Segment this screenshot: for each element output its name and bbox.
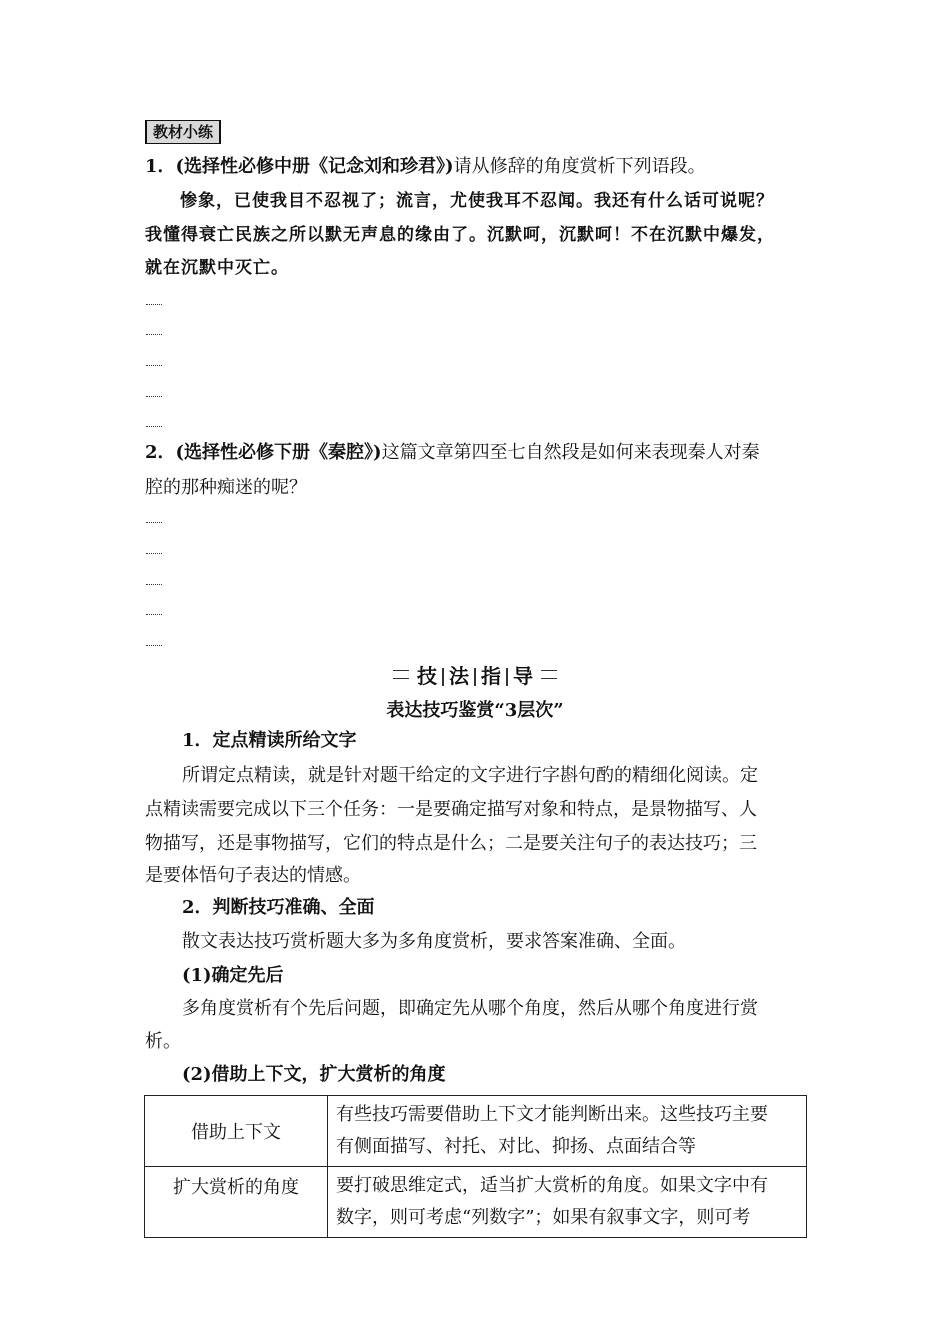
- sub-1-title: (1)确定先后: [182, 965, 284, 986]
- answer-line: [146, 365, 162, 366]
- answer-line: [146, 553, 162, 554]
- guide-subtitle: 表达技巧鉴赏“3层次”: [386, 700, 564, 721]
- point-2-intro: 散文表达技巧赏析题大多为多角度赏析，要求答案准确、全面。: [182, 931, 686, 952]
- point-1-line: 是要体悟句子表达的情感。: [145, 865, 361, 886]
- quote-line: 惨象，已使我目不忍视了；流言，尤使我耳不忍闻。我还有什么话可说呢？: [180, 191, 774, 211]
- title-deco-left: [393, 670, 409, 679]
- guide-title-char: 导: [513, 664, 533, 688]
- quote-line: 就在沉默中灭亡。: [145, 258, 289, 278]
- table-cell-label: 扩大赏析的角度: [145, 1167, 328, 1238]
- table-cell-line: 有侧面描写、衬托、对比、抑扬、点面结合等: [336, 1136, 696, 1157]
- table-cell-line: 有些技巧需要借助上下文才能判断出来。这些技巧主要: [336, 1104, 768, 1125]
- point-1-line: 物描写，还是事物描写，它们的特点是什么；二是要关注句子的表达技巧；三: [145, 833, 757, 854]
- table-row: [145, 1096, 807, 1167]
- section-tag: 教材小练: [145, 120, 221, 144]
- question-1: [145, 157, 706, 177]
- table-cell-content: [328, 1167, 807, 1238]
- guide-title-char: 指: [481, 664, 501, 688]
- guide-title-char: 技: [417, 664, 437, 688]
- question-2-source: (选择性必修下册《秦腔》): [175, 442, 382, 463]
- answer-line: [146, 614, 162, 615]
- question-1-prompt: 请从修辞的角度赏析下列语段。: [453, 156, 706, 177]
- sub-2-title: (2)借助上下文，扩大赏析的角度: [182, 1064, 446, 1085]
- table-cell-line: 要打破思维定式，适当扩大赏析的角度。如果文字中有: [336, 1175, 768, 1196]
- question-2-prompt-cont: 腔的那种痴迷的呢？: [145, 477, 307, 498]
- point-2-title: 2．判断技巧准确、全面: [182, 897, 375, 918]
- answer-line: [146, 334, 162, 335]
- answer-line: [146, 645, 162, 646]
- quote-line: 我懂得衰亡民族之所以默无声息的缘由了。沉默呵，沉默呵！不在沉默中爆发，: [145, 225, 775, 245]
- sub-1-line: 多角度赏析有个先后问题，即确定先从哪个角度，然后从哪个角度进行赏: [182, 998, 758, 1019]
- table-cell-content: [328, 1096, 807, 1167]
- table-row: [145, 1167, 807, 1238]
- answer-line: [146, 584, 162, 585]
- answer-line: [146, 396, 162, 397]
- question-1-source: (选择性必修中册《记念刘和珍君》): [175, 156, 454, 177]
- table-cell-label: 借助上下文: [145, 1096, 328, 1167]
- title-deco-right: [541, 670, 557, 679]
- point-1-line: 所谓定点精读，就是针对题干给定的文字进行字斟句酌的精细化阅读。定: [182, 765, 758, 786]
- guide-title-char: 法: [449, 664, 469, 688]
- table-cell-line: 数字，则可考虑“列数字”；如果有叙事文字，则可考: [336, 1207, 751, 1228]
- answer-line: [146, 522, 162, 523]
- answer-line: [146, 426, 162, 427]
- point-1-line: 点精读需要完成以下三个任务：一是要确定描写对象和特点，是景物描写、人: [145, 799, 757, 820]
- question-2-prompt: 这篇文章第四至七自然段是如何来表现秦人对秦: [381, 442, 760, 463]
- question-2: [145, 443, 760, 463]
- question-2-number: 2．: [145, 442, 176, 463]
- techniques-table: [144, 1095, 807, 1238]
- question-1-number: 1．: [145, 156, 176, 177]
- point-1-title: 1．定点精读所给文字: [182, 730, 357, 751]
- guide-title: [0, 660, 950, 689]
- answer-line: [146, 304, 162, 305]
- sub-1-line: 析。: [145, 1031, 181, 1052]
